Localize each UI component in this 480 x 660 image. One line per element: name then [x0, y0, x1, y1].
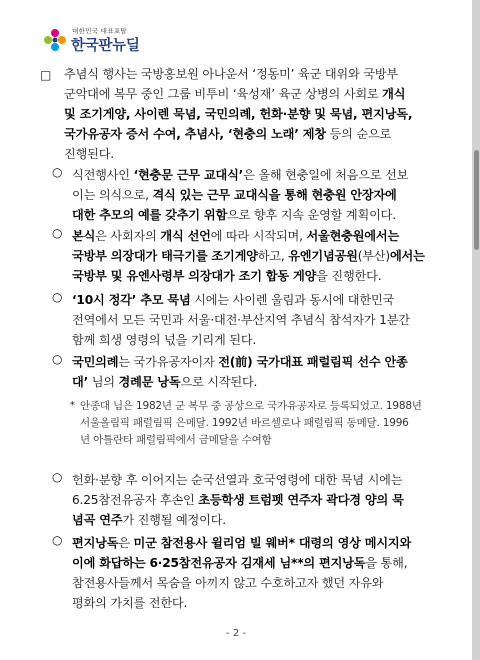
text-line: [72, 226, 425, 246]
logo-mark-icon: [42, 27, 68, 53]
bold-text: 미군 참전용사 윌리엄 빌 웨버* 대령의 영상 메시지와: [133, 536, 412, 550]
bold-text: ‘10시 정각’ 추모 묵념: [72, 293, 191, 307]
bold-text: 본식: [72, 229, 96, 243]
bold-text: 전(前) 국가대표 패럴림픽 선수 안종: [218, 355, 408, 369]
text-line: [64, 84, 412, 104]
square-bullet-icon: □: [40, 68, 52, 82]
bold-text: 대’: [72, 375, 89, 389]
text: 으로 시작된다.: [180, 375, 258, 389]
bold-text: 념곡 연주: [72, 513, 123, 527]
text: 은 사회자의: [95, 229, 161, 243]
scrollbar[interactable]: [472, 0, 480, 660]
circle-bullet-icon: ○: [52, 226, 63, 240]
text-line: [64, 64, 412, 84]
text-line: [64, 124, 412, 144]
paragraph: [64, 64, 412, 164]
paragraph: [72, 352, 408, 392]
bold-text: 초등학생 트럼펫 연주자 곽다경 양의 묵: [198, 493, 404, 507]
bold-text: 국민의례: [72, 355, 119, 369]
text-line: [72, 290, 410, 310]
text-line: [72, 246, 425, 266]
text-line: [72, 165, 408, 185]
text: 가 진행될 예정이다.: [122, 513, 226, 527]
text: 평화의 가치를 전한다.: [72, 596, 188, 610]
bold-text: 유엔기념공원: [288, 249, 358, 263]
text: 에 따라 시작되며,: [210, 229, 307, 243]
footnote-line: [80, 432, 422, 449]
text: 님의: [88, 375, 119, 389]
bold-text: 서울현충원에서는: [306, 229, 400, 243]
text: 는 국가유공자이자: [118, 355, 219, 369]
bold-text: ‘현충문 근무 교대식’: [133, 168, 244, 182]
text: 하고,: [257, 249, 289, 263]
paragraph: [72, 226, 425, 286]
text: 서울올림픽 패럴림픽 은메달. 1992년 바르셀로나 패럴림픽 동메달. 1996: [80, 417, 409, 429]
footnote-line: [80, 415, 422, 432]
text-line: [72, 593, 411, 613]
logo-subtitle: 대한민국 대표포탈: [72, 27, 127, 35]
text-line: [72, 372, 408, 392]
text-line: [72, 330, 410, 350]
text: 을 진행한다.: [316, 269, 382, 283]
footnote-line: [80, 398, 422, 415]
text-line: [72, 352, 408, 372]
text-line: [72, 310, 410, 330]
text-line: [64, 104, 412, 124]
paragraph: [72, 533, 411, 613]
text: 시에는 사이렌 울림과 동시에 대한민국: [190, 293, 395, 307]
text: (부산): [357, 249, 390, 263]
bold-text: 국방부 의장대가 태극기를 조기게양: [72, 249, 258, 263]
text: 함께 희생 영령의 넋을 기리게 된다.: [72, 333, 257, 347]
text: 으로 향후 지속 운영할 계획이다.: [227, 208, 396, 222]
logo-title: 한국판뉴딜: [71, 38, 140, 54]
text-line: [64, 144, 412, 164]
text: 을 통해,: [365, 556, 408, 570]
bold-text: 에서는: [389, 249, 425, 263]
text: 안종대 님은 1982년 군 복무 중 공상으로 국가유공자로 등록되었고. 1988년: [80, 400, 422, 412]
text-line: [72, 490, 404, 510]
text: 진행된다.: [64, 147, 114, 161]
bold-text: 격식 있는 근무 교대식을 통해 현충원 안장자에: [152, 188, 397, 202]
text-line: [72, 553, 411, 573]
footnote: [80, 398, 422, 449]
paragraph: [72, 165, 408, 225]
text: 은: [118, 536, 134, 550]
scrollbar-thumb[interactable]: [474, 150, 479, 250]
page-number: - 2 -: [226, 628, 246, 639]
text-line: [72, 470, 404, 490]
text: 은 올해 현충일에 처음으로 선보: [243, 168, 409, 182]
bold-text: 개식: [382, 87, 406, 101]
text-line: [72, 510, 404, 530]
bold-text: 대한 추모의 예를 갖추기 위함: [72, 208, 228, 222]
asterisk-marker: *: [70, 400, 75, 411]
bold-text: 편지낭독: [72, 536, 119, 550]
circle-bullet-icon: ○: [52, 533, 63, 547]
bold-text: 경례문 낭독: [118, 375, 181, 389]
text: 전역에서 모든 국민과 서울·대전·부산지역 추념식 참석자가 1분간: [72, 313, 410, 327]
text: 식전행사인: [72, 168, 134, 182]
text-line: [72, 205, 408, 225]
circle-bullet-icon: ○: [52, 290, 63, 304]
text-line: [72, 533, 411, 553]
circle-bullet-icon: ○: [52, 352, 63, 366]
text-line: [72, 266, 425, 286]
circle-bullet-icon: ○: [52, 165, 63, 179]
text: 이는 의식으로,: [72, 188, 153, 202]
bold-text: 국방부 및 유엔사령부 의장대가 조기 합동 게양: [72, 269, 317, 283]
text: 년 아틀란타 패럴림픽에서 금메달을 수여함: [80, 434, 272, 446]
bold-text: 국가유공자 증서 수여, 추념사, ‘현충의 노래’ 제창: [64, 127, 326, 141]
text: 참전용사들께서 목숨을 아끼지 않고 수호하고자 했던 자유와: [72, 576, 384, 590]
text: 군악대에 복무 중인 그룹 비투비 ‘육성재’ 육군 상병의 사회로: [64, 87, 383, 101]
text: 6.25참전유공자 후손인: [72, 493, 199, 507]
text: 헌화·분향 후 이어지는 순국선열과 호국영령에 대한 묵념 시에는: [72, 473, 403, 487]
paragraph: [72, 470, 404, 530]
paragraph: [72, 290, 410, 350]
bold-text: 개식 선언: [160, 229, 211, 243]
text-line: [72, 185, 408, 205]
circle-bullet-icon: ○: [52, 470, 63, 484]
bold-text: 및 조기게양, 사이렌 묵념, 국민의례, 헌화·분향 및 묵념, 편지낭독,: [64, 107, 413, 121]
text: 등의 순으로: [325, 127, 392, 141]
text-line: [72, 573, 411, 593]
text: 추념식 행사는 국방홍보원 아나운서 ‘정동미’ 육군 대위와 국방부: [64, 67, 398, 81]
bold-text: 이에 화답하는 6·25참전유공자 김재세 님**의 편지낭독: [72, 556, 366, 570]
